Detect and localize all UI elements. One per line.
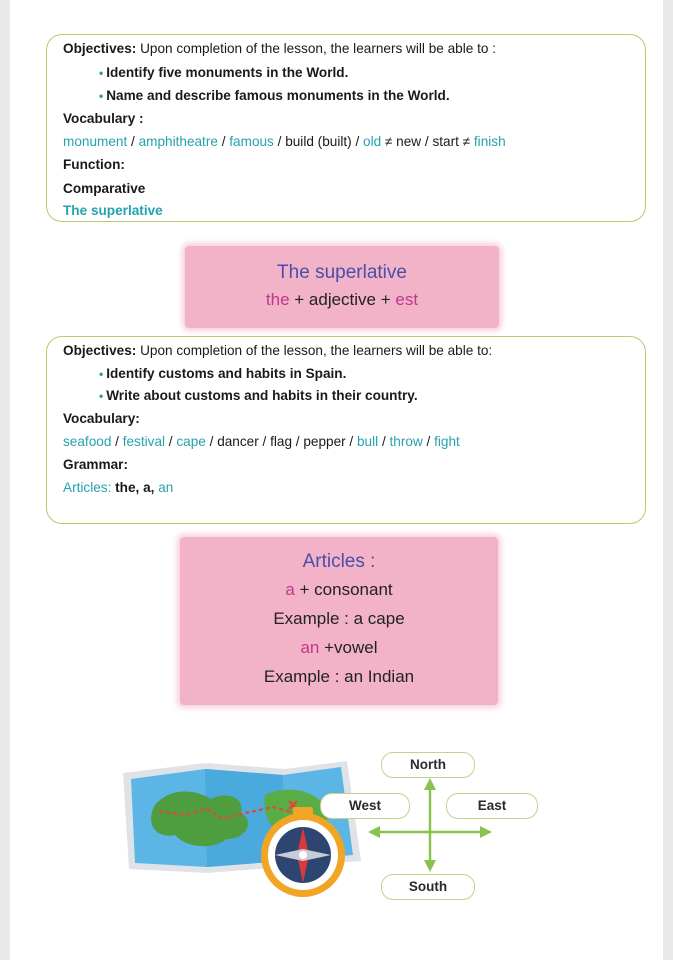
articles-rule-an: an +vowel <box>300 638 378 657</box>
objectives-label: Objectives: <box>63 41 137 56</box>
direction-west: West <box>320 793 410 819</box>
vocab-separator: ≠ new / start ≠ <box>381 134 474 149</box>
direction-south: South <box>381 874 475 900</box>
bullet-dot: • <box>99 66 104 80</box>
articles-title: Articles : <box>302 551 376 572</box>
vocab-word: festival <box>122 434 166 449</box>
superlative-rule-box <box>185 246 499 328</box>
articles-example-1: Example : a cape <box>273 609 405 628</box>
vocab-separator: / build (built) / <box>273 134 364 149</box>
worksheet-page <box>10 0 663 960</box>
articles-rule-a: a + consonant <box>285 580 393 599</box>
vocab-separator: / dancer / flag / pepper / <box>205 434 357 449</box>
lesson2-bullet-2: • Write about customs and habits in their country. <box>99 388 418 403</box>
lesson1-vocabulary-label: Vocabulary : <box>63 111 144 126</box>
lesson2-vocabulary-label: Vocabulary: <box>63 411 140 426</box>
vocab-separator: / <box>378 434 390 449</box>
vocab-word: fight <box>434 434 460 449</box>
lesson2-vocabulary-list <box>63 434 460 449</box>
superlative-formula: the + adjective + est <box>265 290 419 309</box>
lesson2-objectives-box <box>46 336 646 524</box>
map-compass-illustration <box>115 755 375 900</box>
lesson1-bullet-2: • Name and describe famous monuments in the World. <box>99 88 450 103</box>
vocab-word: monument <box>63 134 128 149</box>
lesson1-objectives-line <box>63 41 496 56</box>
lesson2-articles-line: Articles: the, a, an <box>63 480 174 495</box>
bullet-dot: • <box>99 89 104 103</box>
vocab-word: throw <box>389 434 423 449</box>
direction-arrows <box>360 770 500 890</box>
vocab-word: finish <box>473 134 506 149</box>
direction-east: East <box>446 793 538 819</box>
lesson1-vocabulary-list <box>63 134 506 149</box>
objectives-text: Upon completion of the lesson, the learners will be able to : <box>136 41 496 56</box>
vocab-word: seafood <box>63 434 112 449</box>
vocab-word: bull <box>357 434 379 449</box>
vocab-separator: / <box>111 434 123 449</box>
articles-example-2: Example : an Indian <box>263 667 415 686</box>
bullet-dot: • <box>99 367 104 381</box>
superlative-title: The superlative <box>277 262 407 283</box>
lesson2-objectives-line: Objectives: Upon completion of the lesson, the learners will be able to: <box>63 343 493 358</box>
vocab-word: famous <box>229 134 274 149</box>
lesson2-bullet-1: • Identify customs and habits in Spain. <box>99 366 347 381</box>
lesson1-bullet-1: • Identify five monuments in the World. <box>99 65 349 80</box>
bullet-dot: • <box>99 389 104 403</box>
vocab-separator: / <box>422 434 435 449</box>
vocab-word: amphitheatre <box>138 134 218 149</box>
vocab-separator: / <box>127 134 139 149</box>
lesson1-superlative: The superlative <box>63 203 163 218</box>
vocab-separator: / <box>217 134 230 149</box>
articles-rule-box <box>180 537 498 705</box>
vocab-separator: / <box>165 434 177 449</box>
vocab-word: cape <box>176 434 206 449</box>
lesson1-function-label: Function: <box>63 157 125 172</box>
lesson2-grammar-label: Grammar: <box>63 457 128 472</box>
lesson1-comparative: Comparative <box>63 181 146 196</box>
direction-north: North <box>381 752 475 778</box>
vocab-word: old <box>363 134 382 149</box>
lesson1-objectives-box <box>46 34 646 222</box>
